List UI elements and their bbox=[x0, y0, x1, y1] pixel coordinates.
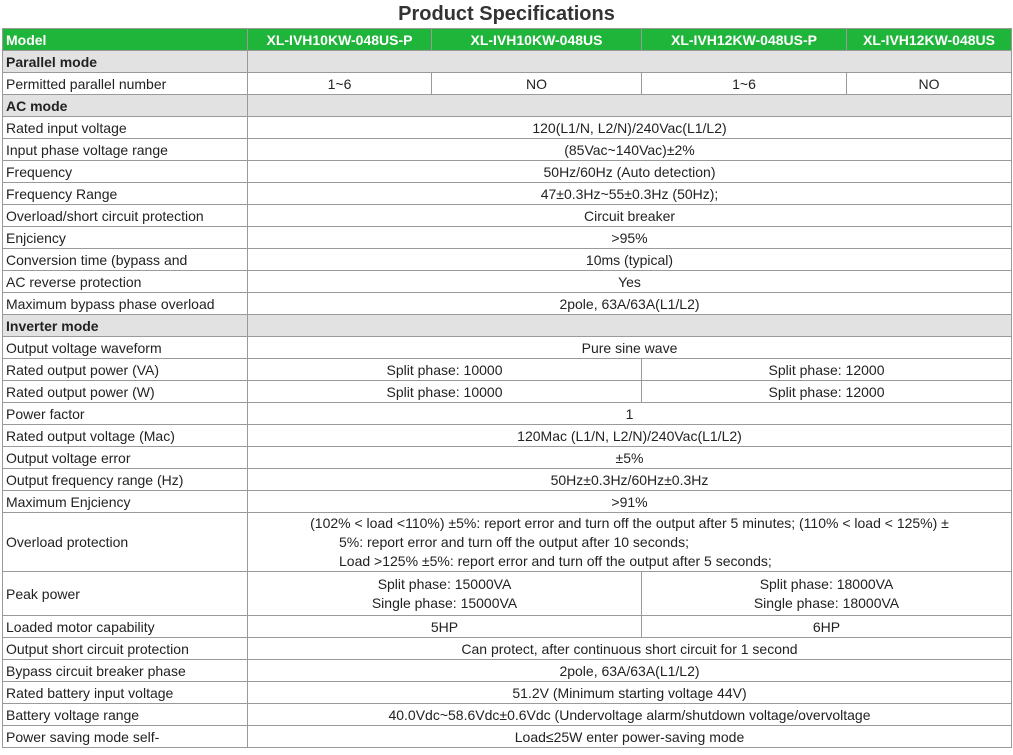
spec-value: 120Mac (L1/N, L2/N)/240Vac(L1/L2) bbox=[248, 425, 1012, 447]
spec-value: Split phase: 10000 bbox=[248, 359, 642, 381]
overload-line: Load >125% ±5%: report error and turn off the output after 5 seconds; bbox=[339, 552, 772, 569]
table-row bbox=[3, 381, 1012, 403]
overload-line: 5%: report error and turn off the output after 10 seconds; bbox=[339, 533, 689, 550]
spec-value: 50Hz/60Hz (Auto detection) bbox=[248, 161, 1012, 183]
table-row bbox=[3, 161, 1012, 183]
spec-value: 120(L1/N, L2/N)/240Vac(L1/L2) bbox=[248, 117, 1012, 139]
spec-label: Frequency bbox=[3, 161, 248, 183]
spec-label: Output frequency range (Hz) bbox=[3, 469, 248, 491]
table-row bbox=[3, 447, 1012, 469]
table-row bbox=[3, 638, 1012, 660]
spec-label: Rated battery input voltage bbox=[3, 682, 248, 704]
spec-label: Enjciency bbox=[3, 227, 248, 249]
section-title: AC mode bbox=[3, 95, 248, 117]
table-row bbox=[3, 73, 1012, 95]
spec-label: Overload protection bbox=[3, 513, 248, 572]
spec-label: Output short circuit protection bbox=[3, 638, 248, 660]
spec-value: 1 bbox=[248, 403, 1012, 425]
spec-label: Rated output power (W) bbox=[3, 381, 248, 403]
section-row bbox=[3, 51, 1012, 73]
table-row bbox=[3, 227, 1012, 249]
spec-value: 2pole, 63A/63A(L1/L2) bbox=[248, 293, 1012, 315]
model-label: Model bbox=[3, 29, 248, 51]
spec-label: Power saving mode self- bbox=[3, 726, 248, 748]
spec-value: >91% bbox=[248, 491, 1012, 513]
table-row bbox=[3, 425, 1012, 447]
spec-value: NO bbox=[432, 73, 642, 95]
spec-label: Overload/short circuit protection bbox=[3, 205, 248, 227]
spec-value: NO bbox=[847, 73, 1012, 95]
spec-value: Load≤25W enter power-saving mode bbox=[248, 726, 1012, 748]
table-row bbox=[3, 469, 1012, 491]
spec-label: Rated input voltage bbox=[3, 117, 248, 139]
spec-value: 1~6 bbox=[642, 73, 847, 95]
spec-value: 10ms (typical) bbox=[248, 249, 1012, 271]
spec-value: (85Vac~140Vac)±2% bbox=[248, 139, 1012, 161]
spec-label: Rated output voltage (Mac) bbox=[3, 425, 248, 447]
spec-label: Output voltage waveform bbox=[3, 337, 248, 359]
spec-label: Peak power bbox=[3, 572, 248, 616]
spec-value: Pure sine wave bbox=[248, 337, 1012, 359]
spec-value: Split phase: 12000 bbox=[642, 359, 1012, 381]
spec-label: Bypass circuit breaker phase bbox=[3, 660, 248, 682]
table-row bbox=[3, 293, 1012, 315]
spec-label: Maximum bypass phase overload bbox=[3, 293, 248, 315]
table-row bbox=[3, 616, 1012, 638]
spec-value: ±5% bbox=[248, 447, 1012, 469]
table-row bbox=[3, 491, 1012, 513]
peak-line: Single phase: 18000VA bbox=[753, 594, 900, 611]
spec-value: Can protect, after continuous short circuit for 1 second bbox=[248, 638, 1012, 660]
page-title: Product Specifications bbox=[398, 3, 615, 25]
spec-value: 47±0.3Hz~55±0.3Hz (50Hz); bbox=[248, 183, 1012, 205]
table-row bbox=[3, 139, 1012, 161]
spec-label: Output voltage error bbox=[3, 447, 248, 469]
spec-label: Power factor bbox=[3, 403, 248, 425]
section-title: Parallel mode bbox=[3, 51, 248, 73]
table-row bbox=[3, 403, 1012, 425]
table-row bbox=[3, 682, 1012, 704]
spec-label: Rated output power (VA) bbox=[3, 359, 248, 381]
table-row bbox=[3, 271, 1012, 293]
model-header-row bbox=[3, 29, 1012, 51]
spec-value bbox=[642, 572, 1012, 616]
spec-label: Loaded motor capability bbox=[3, 616, 248, 638]
section-row bbox=[3, 95, 1012, 117]
table-row bbox=[3, 660, 1012, 682]
spec-label: Maximum Enjciency bbox=[3, 491, 248, 513]
peak-line: Split phase: 18000VA bbox=[759, 575, 894, 592]
spec-value bbox=[248, 572, 642, 616]
table-row bbox=[3, 249, 1012, 271]
spec-label: Input phase voltage range bbox=[3, 139, 248, 161]
spec-table bbox=[2, 28, 1012, 748]
table-row bbox=[3, 205, 1012, 227]
spec-value: 2pole, 63A/63A(L1/L2) bbox=[248, 660, 1012, 682]
spec-value: 51.2V (Minimum starting voltage 44V) bbox=[248, 682, 1012, 704]
spec-value: Circuit breaker bbox=[248, 205, 1012, 227]
table-row bbox=[3, 572, 1012, 616]
spec-value: 1~6 bbox=[248, 73, 432, 95]
overload-line: (102% < load <110%) ±5%: report error and turn off the output after 5 minutes; (110% < load < 125%) ± bbox=[310, 514, 949, 531]
model-name: XL-IVH12KW-048US bbox=[847, 29, 1012, 51]
table-row bbox=[3, 704, 1012, 726]
model-name: XL-IVH12KW-048US-P bbox=[642, 29, 847, 51]
spec-label: AC reverse protection bbox=[3, 271, 248, 293]
spec-label: Permitted parallel number bbox=[3, 73, 248, 95]
spec-label: Frequency Range bbox=[3, 183, 248, 205]
table-row bbox=[3, 726, 1012, 748]
model-name: XL-IVH10KW-048US-P bbox=[248, 29, 432, 51]
table-row bbox=[3, 117, 1012, 139]
peak-line: Single phase: 15000VA bbox=[371, 594, 518, 611]
spec-label: Battery voltage range bbox=[3, 704, 248, 726]
spec-label: Conversion time (bypass and bbox=[3, 249, 248, 271]
model-name: XL-IVH10KW-048US bbox=[432, 29, 642, 51]
spec-value: 5HP bbox=[248, 616, 642, 638]
spec-value: 6HP bbox=[642, 616, 1012, 638]
spec-value bbox=[248, 513, 1012, 572]
table-row bbox=[3, 513, 1012, 572]
section-row bbox=[3, 315, 1012, 337]
spec-value: >95% bbox=[248, 227, 1012, 249]
spec-value: Split phase: 10000 bbox=[248, 381, 642, 403]
table-row bbox=[3, 183, 1012, 205]
spec-value: Yes bbox=[248, 271, 1012, 293]
peak-line: Split phase: 15000VA bbox=[377, 575, 512, 592]
spec-value: 40.0Vdc~58.6Vdc±0.6Vdc (Undervoltage alarm/shutdown voltage/overvoltage bbox=[248, 704, 1012, 726]
spec-value: 50Hz±0.3Hz/60Hz±0.3Hz bbox=[248, 469, 1012, 491]
section-title: Inverter mode bbox=[3, 315, 248, 337]
spec-value: Split phase: 12000 bbox=[642, 381, 1012, 403]
table-row bbox=[3, 337, 1012, 359]
table-row bbox=[3, 359, 1012, 381]
